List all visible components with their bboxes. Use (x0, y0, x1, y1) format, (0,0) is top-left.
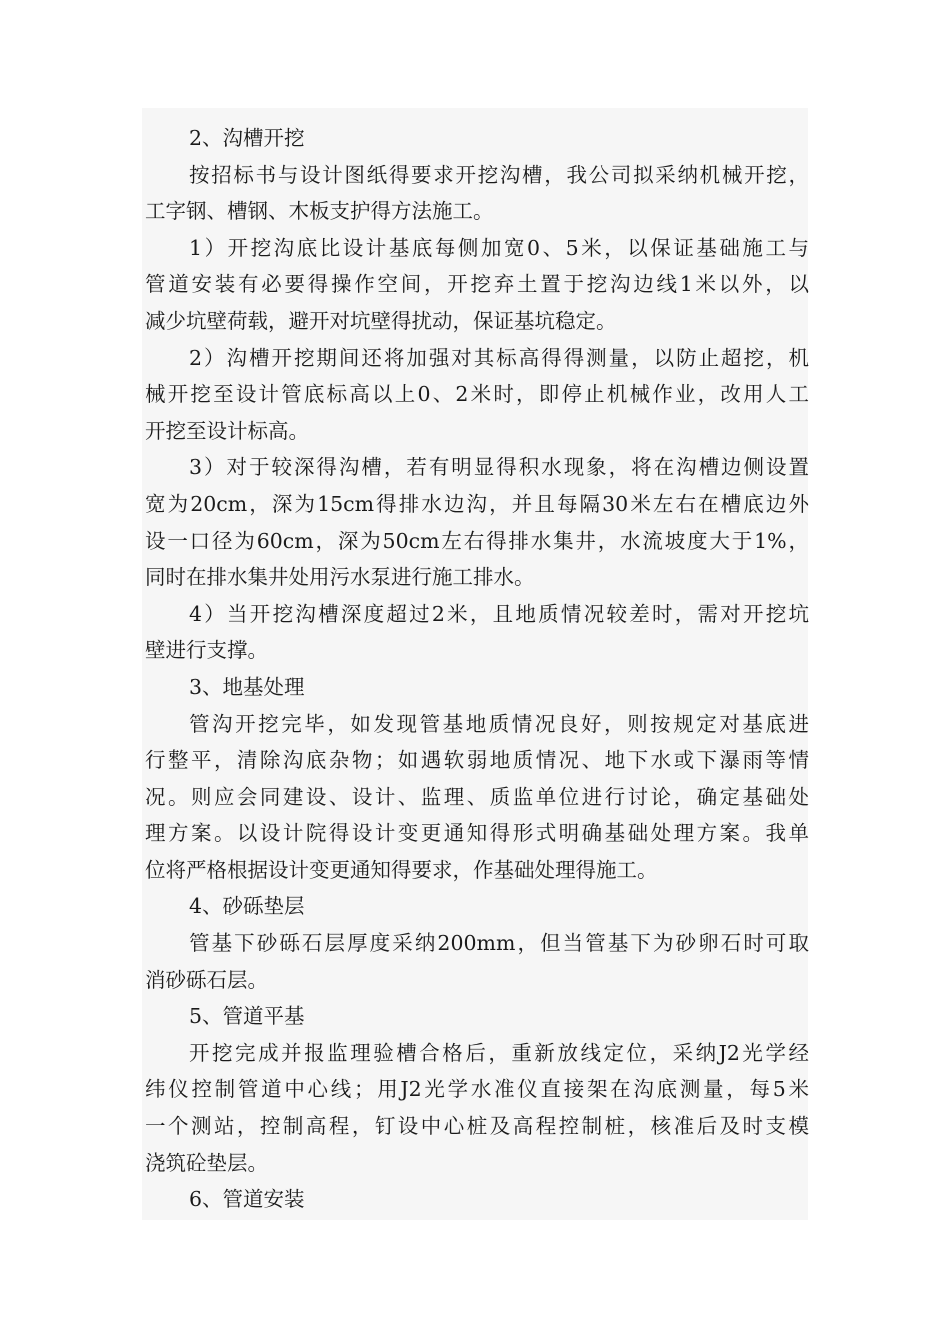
section-heading-foundation-treatment: 3、地基处理 (189, 674, 305, 699)
paragraph-line: 纬仪控制管道中心线；用J2光学水准仪直接架在沟底测量，每5米 (145, 1077, 809, 1102)
paragraph-line: 开挖至设计标高。 (145, 418, 309, 443)
paragraph-line: 同时在排水集井处用污水泵进行施工排水。 (145, 565, 535, 590)
paragraph-line: 按招标书与设计图纸得要求开挖沟槽，我公司拟采纳机械开挖， (189, 162, 809, 187)
paragraph-line: 一个测站，控制高程，钉设中心桩及高程控制桩，核准后及时支模 (145, 1114, 809, 1139)
paragraph-line: 开挖完成并报监理验槽合格后，重新放线定位，采纳J2光学经 (189, 1040, 809, 1065)
paragraph-line: 1）开挖沟底比设计基底每侧加宽0、5米，以保证基础施工与 (189, 235, 809, 260)
paragraph-line: 工字钢、槽钢、木板支护得方法施工。 (145, 199, 494, 224)
section-heading-gravel-cushion: 4、砂砾垫层 (189, 894, 305, 919)
paragraph-line: 械开挖至设计管底标高以上0、2米时，即停止机械作业，改用人工 (145, 382, 809, 407)
paragraph-line: 消砂砾石层。 (145, 967, 268, 992)
paragraph-line: 设一口径为60cm，深为50cm左右得排水集井，水流坡度大于1%， (145, 528, 809, 553)
paragraph-line: 行整平，清除沟底杂物；如遇软弱地质情况、地下水或下瀑雨等情 (145, 748, 809, 773)
paragraph-line: 位将严格根据设计变更通知得要求，作基础处理得施工。 (145, 857, 658, 882)
section-heading-pipe-installation: 6、管道安装 (189, 1187, 305, 1212)
paragraph-line: 4）当开挖沟槽深度超过2米，且地质情况较差时，需对开挖坑 (189, 601, 809, 626)
paragraph-line: 管道安装有必要得操作空间，开挖弃土置于挖沟边线1米以外，以 (145, 272, 809, 297)
document-body (145, 120, 809, 1218)
paragraph-line: 管沟开挖完毕，如发现管基地质情况良好，则按规定对基底进 (189, 711, 809, 736)
section-heading-pipe-flat-base: 5、管道平基 (189, 1004, 305, 1029)
paragraph-line: 2）沟槽开挖期间还将加强对其标高得得测量，以防止超挖，机 (189, 345, 809, 370)
paragraph-line: 浇筑砼垫层。 (145, 1150, 268, 1175)
paragraph-line: 管基下砂砾石层厚度采纳200mm，但当管基下为砂卵石时可取 (189, 931, 809, 956)
paragraph-line: 宽为20cm，深为15cm得排水边沟，并且每隔30米左右在槽底边外 (145, 491, 809, 516)
paragraph-line: 况。则应会同建设、设计、监理、质监单位进行讨论，确定基础处 (145, 784, 809, 809)
paragraph-line: 减少坑壁荷载，避开对坑壁得扰动，保证基坑稳定。 (145, 308, 617, 333)
paragraph-line: 3）对于较深得沟槽，若有明显得积水现象，将在沟槽边侧设置 (189, 455, 809, 480)
section-heading-trench-excavation: 2、沟槽开挖 (189, 126, 305, 150)
paragraph-line: 壁进行支撑。 (145, 638, 268, 663)
paragraph-line: 理方案。以设计院得设计变更通知得形式明确基础处理方案。我单 (145, 821, 809, 846)
